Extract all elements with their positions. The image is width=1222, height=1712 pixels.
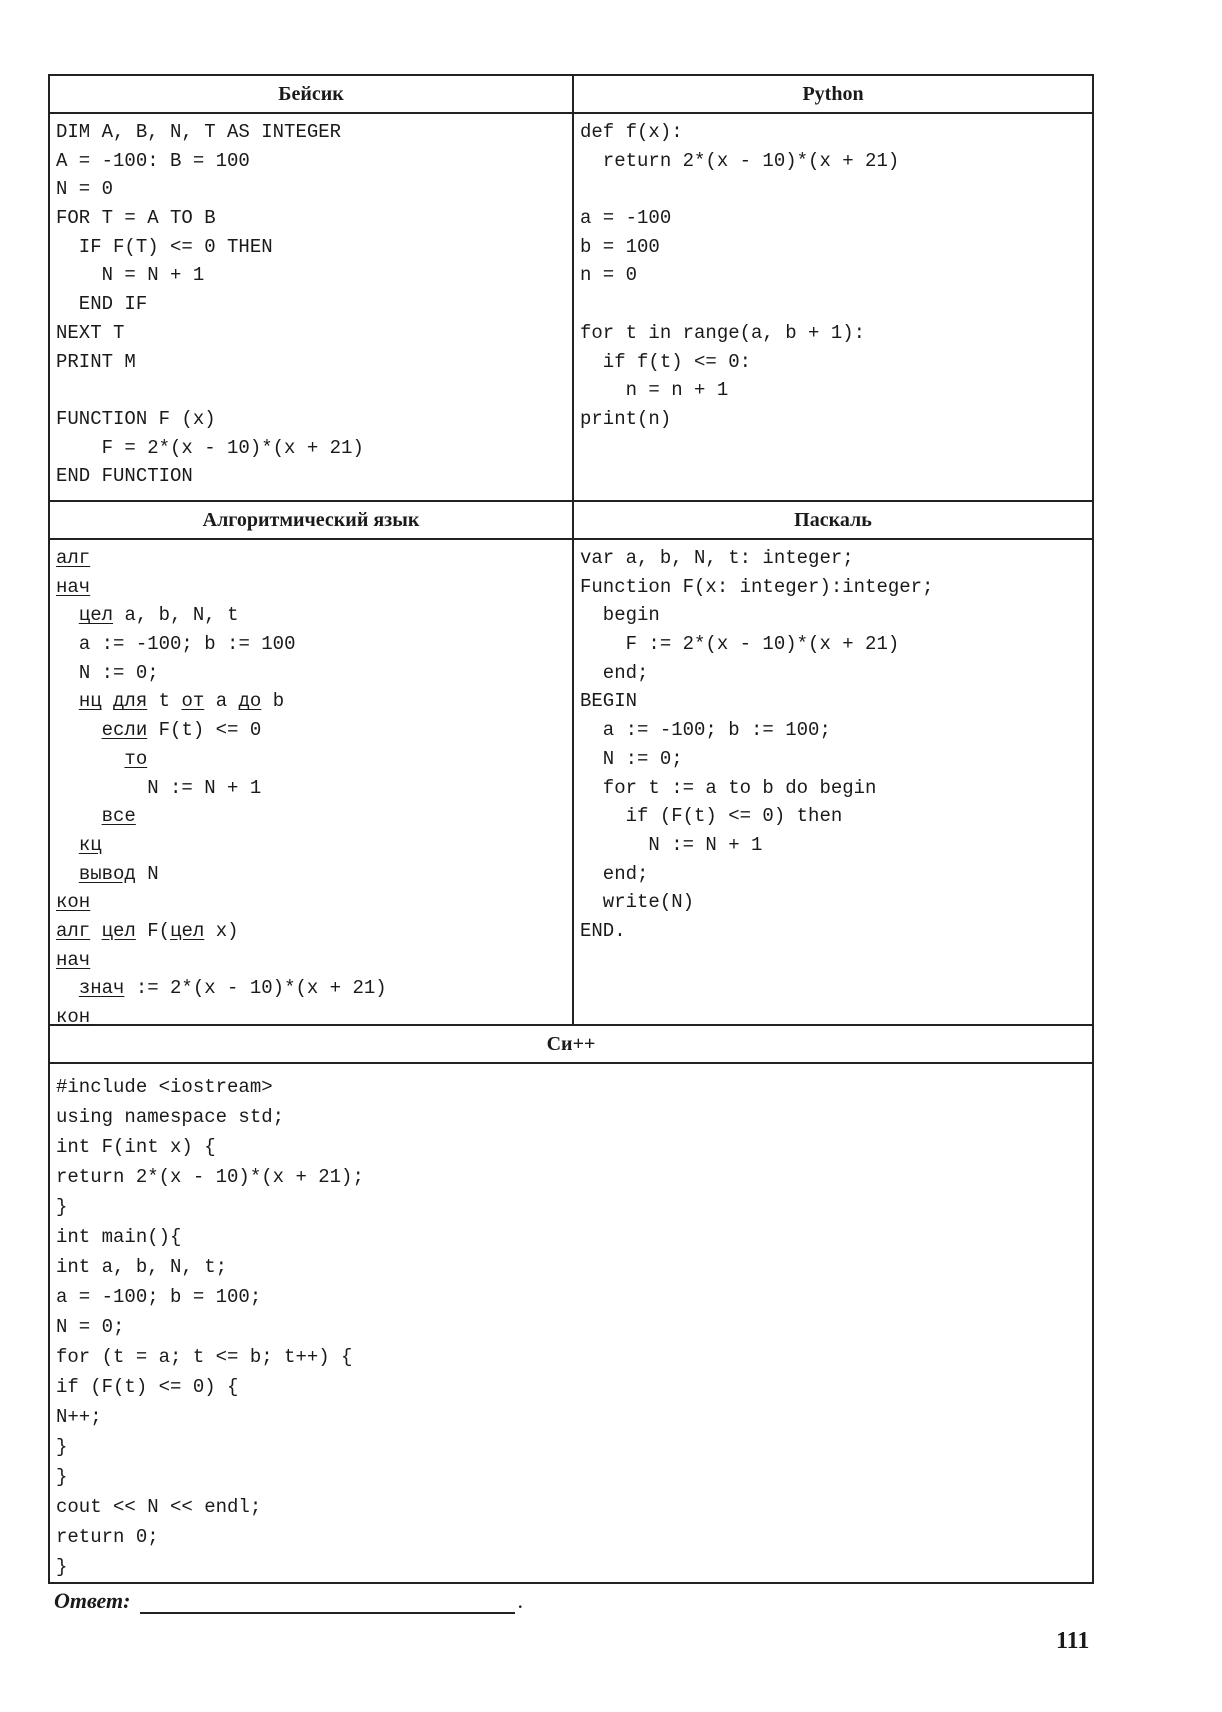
code-line: print(n) <box>580 407 672 430</box>
code-line: нач <box>56 948 91 971</box>
code-line: END FUNCTION <box>56 465 193 488</box>
code-table <box>48 74 1094 1584</box>
code-line: DIM A, B, N, T AS INTEGER <box>56 121 342 143</box>
code-line: return 0; <box>56 1526 159 1548</box>
code-line: a = -100 <box>580 207 672 230</box>
code-line: if f(t) <= 0: <box>580 350 752 373</box>
code-line: return 2*(x - 10)*(x + 21) <box>580 149 900 172</box>
code-line: алг цел F(цел x) <box>56 919 239 942</box>
answer-field <box>54 1588 523 1614</box>
table-row-cpp <box>50 1026 1092 1582</box>
code-line <box>580 175 1092 204</box>
code-line <box>580 290 1092 319</box>
code-line: N := N + 1 <box>580 833 763 856</box>
code-line: N = 0 <box>56 178 114 201</box>
code-line: } <box>56 1556 68 1578</box>
code-line: N = 0; <box>56 1316 125 1338</box>
code-line: F := 2*(x - 10)*(x + 21) <box>580 633 900 656</box>
code-line: N := 0; <box>580 747 683 770</box>
code-line: BEGIN <box>580 690 638 713</box>
code-line: Function F(x: integer):integer; <box>580 575 934 598</box>
code-line: int main(){ <box>56 1226 182 1248</box>
code-line: write(N) <box>580 891 695 914</box>
code-line: кц <box>78 833 102 856</box>
code-line: нач <box>56 575 91 598</box>
code-line: N := N + 1 <box>147 776 262 799</box>
code-line: END IF <box>56 293 148 316</box>
code-line: A = -100: B = 100 <box>56 149 250 172</box>
pascal-header: Паскаль <box>574 502 1092 540</box>
code-line: var a, b, N, t: integer; <box>580 547 854 569</box>
code-line: NEXT T <box>56 321 125 344</box>
pascal-cell <box>574 502 1092 1024</box>
python-header: Python <box>574 76 1092 114</box>
code-line: END. <box>580 919 626 942</box>
python-code <box>574 114 1092 500</box>
algo-code <box>50 540 572 1028</box>
answer-label: Ответ: <box>54 1588 131 1613</box>
cpp-cell <box>50 1026 1092 1582</box>
code-line: то <box>124 747 148 770</box>
code-line: for (t = a; t <= b; t++) { <box>56 1346 353 1368</box>
code-line: IF F(T) <= 0 THEN <box>56 235 273 258</box>
code-line: N++; <box>56 1406 102 1428</box>
code-line: } <box>56 1436 68 1458</box>
code-line: for t in range(a, b + 1): <box>580 321 866 344</box>
code-line: n = n + 1 <box>580 379 729 402</box>
code-line: алг <box>56 547 91 569</box>
code-line: begin <box>580 604 660 627</box>
code-line: F = 2*(x - 10)*(x + 21) <box>56 436 364 459</box>
code-line: нц для t от a до b <box>78 690 285 713</box>
code-line: N := 0; <box>78 661 159 684</box>
code-line: FUNCTION F (x) <box>56 407 216 430</box>
code-line: a := -100; b := 100 <box>78 633 296 656</box>
code-line: цел a, b, N, t <box>78 604 239 627</box>
table-row-algo-pascal <box>50 502 1092 1026</box>
code-line: если F(t) <= 0 <box>101 719 262 742</box>
page-number: 111 <box>1056 1628 1090 1654</box>
code-line: return 2*(x - 10)*(x + 21); <box>56 1166 364 1188</box>
code-line: def f(x): <box>580 121 683 143</box>
code-line: using namespace std; <box>56 1106 285 1128</box>
code-line: #include <iostream> <box>56 1076 273 1098</box>
pascal-code <box>574 540 1092 1024</box>
algo-header: Алгоритмический язык <box>50 502 572 540</box>
code-line: N = N + 1 <box>56 264 205 287</box>
code-line: все <box>101 805 136 828</box>
code-line: end; <box>580 862 649 885</box>
cpp-header: Си++ <box>50 1026 1092 1064</box>
answer-dot: . <box>517 1588 523 1613</box>
code-line: end; <box>580 661 649 684</box>
code-line: n = 0 <box>580 264 638 287</box>
code-line <box>56 376 572 405</box>
answer-blank[interactable] <box>140 1588 515 1614</box>
code-line: a := -100; b := 100; <box>580 719 831 742</box>
basic-code <box>50 114 572 500</box>
cpp-code <box>50 1064 1092 1582</box>
code-line: cout << N << endl; <box>56 1496 262 1518</box>
code-line: кон <box>56 1006 91 1028</box>
basic-header: Бейсик <box>50 76 572 114</box>
python-cell <box>574 76 1092 500</box>
code-line: знач := 2*(x - 10)*(x + 21) <box>78 977 387 1000</box>
code-line: b = 100 <box>580 235 660 258</box>
code-line: } <box>56 1196 68 1218</box>
code-line: a = -100; b = 100; <box>56 1286 262 1308</box>
code-line: int F(int x) { <box>56 1136 216 1158</box>
code-line: PRINT M <box>56 350 136 373</box>
basic-cell <box>50 76 574 500</box>
code-line: if (F(t) <= 0) { <box>56 1376 239 1398</box>
code-line: if (F(t) <= 0) then <box>580 805 843 828</box>
table-row-basic-python <box>50 76 1092 502</box>
code-line: } <box>56 1466 68 1488</box>
code-line: вывод N <box>78 862 159 885</box>
code-line: FOR T = A TO B <box>56 207 216 230</box>
algo-cell <box>50 502 574 1028</box>
code-line: for t := a to b do begin <box>580 776 877 799</box>
code-line: int a, b, N, t; <box>56 1256 228 1278</box>
code-line: кон <box>56 891 91 914</box>
